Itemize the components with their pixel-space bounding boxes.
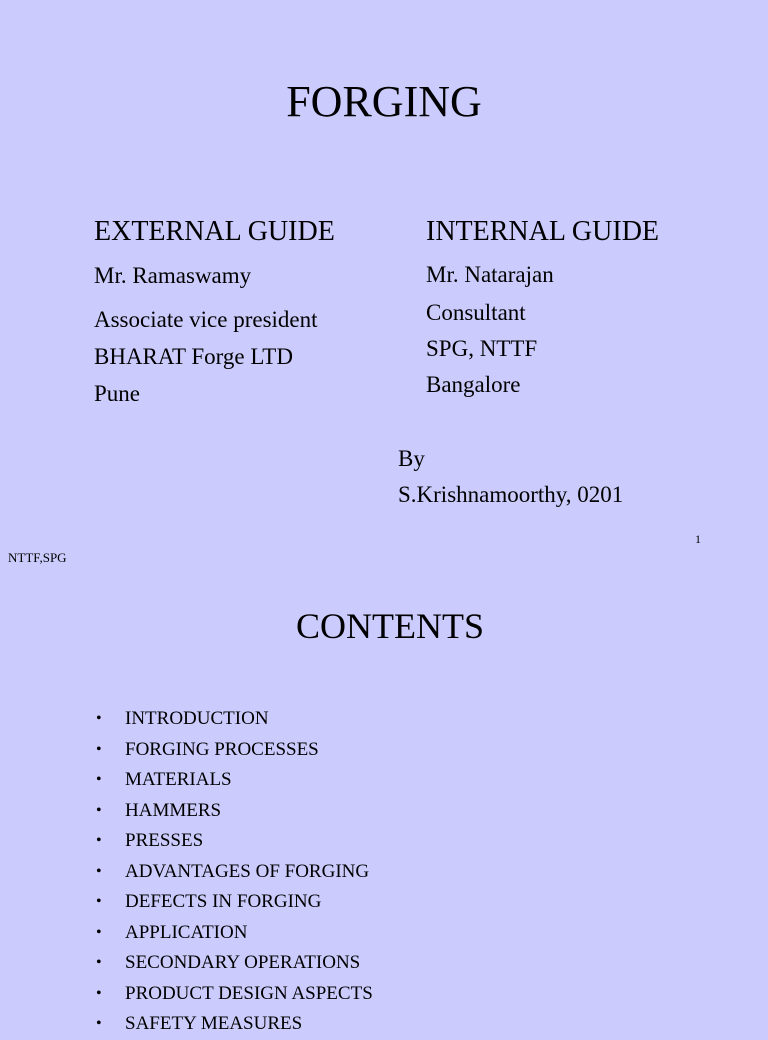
contents-title: CONTENTS <box>296 606 484 646</box>
list-item <box>96 735 373 766</box>
footer-text: NTTF,SPG <box>8 550 67 565</box>
internal-guide-heading: INTERNAL GUIDE <box>426 216 660 247</box>
bullet-icon: • <box>96 923 102 941</box>
bullet-icon: • <box>96 832 102 849</box>
list-item <box>96 948 373 979</box>
list-item-label: PRESSES <box>125 830 204 851</box>
internal-guide-name: Mr. Natarajan <box>426 262 554 287</box>
list-item-label: DEFECTS IN FORGING <box>125 891 322 912</box>
external-guide-block <box>94 216 335 406</box>
contents-list <box>96 704 373 1040</box>
bullet-icon: • <box>96 862 102 880</box>
list-item <box>96 826 373 857</box>
internal-guide-organization: SPG, NTTF <box>426 336 538 361</box>
list-item <box>96 887 373 918</box>
list-item <box>96 857 373 888</box>
author-name: S.Krishnamoorthy, 0201 <box>398 482 624 507</box>
external-guide-city: Pune <box>94 381 140 406</box>
internal-guide-block <box>426 216 660 397</box>
list-item-label: SAFETY MEASURES <box>125 1013 303 1034</box>
bullet-icon: • <box>96 893 102 910</box>
list-item <box>96 704 373 735</box>
list-item-label: INTRODUCTION <box>125 708 269 729</box>
external-guide-heading: EXTERNAL GUIDE <box>94 216 335 247</box>
list-item <box>96 765 373 796</box>
list-item <box>96 979 373 1010</box>
bullet-icon: • <box>96 710 102 727</box>
list-item <box>96 918 373 949</box>
internal-guide-designation: Consultant <box>426 300 526 325</box>
by-label: By <box>398 446 425 471</box>
external-guide-designation: Associate vice president <box>94 307 318 332</box>
list-item <box>96 796 373 827</box>
slide-title: FORGING <box>286 77 482 126</box>
list-item <box>96 1009 373 1040</box>
external-guide-company: BHARAT Forge LTD <box>94 344 293 369</box>
list-item-label: FORGING PROCESSES <box>125 738 319 760</box>
external-guide-name: Mr. Ramaswamy <box>94 263 252 288</box>
list-item-label: PRODUCT DESIGN ASPECTS <box>125 982 373 1004</box>
list-item-label: APPLICATION <box>125 921 248 943</box>
bullet-icon: • <box>96 740 102 758</box>
bullet-icon: • <box>96 1015 102 1032</box>
internal-guide-city: Bangalore <box>426 372 521 397</box>
contents-slide <box>0 576 768 1034</box>
page-number: 1 <box>695 532 701 546</box>
list-item-label: SECONDARY OPERATIONS <box>125 952 361 973</box>
bullet-icon: • <box>96 801 102 819</box>
bullet-icon: • <box>96 984 102 1002</box>
bullet-icon: • <box>96 771 102 788</box>
list-item-label: HAMMERS <box>125 799 222 821</box>
bullet-icon: • <box>96 954 102 971</box>
list-item-label: MATERIALS <box>125 769 232 790</box>
list-item-label: ADVANTAGES OF FORGING <box>125 860 370 882</box>
